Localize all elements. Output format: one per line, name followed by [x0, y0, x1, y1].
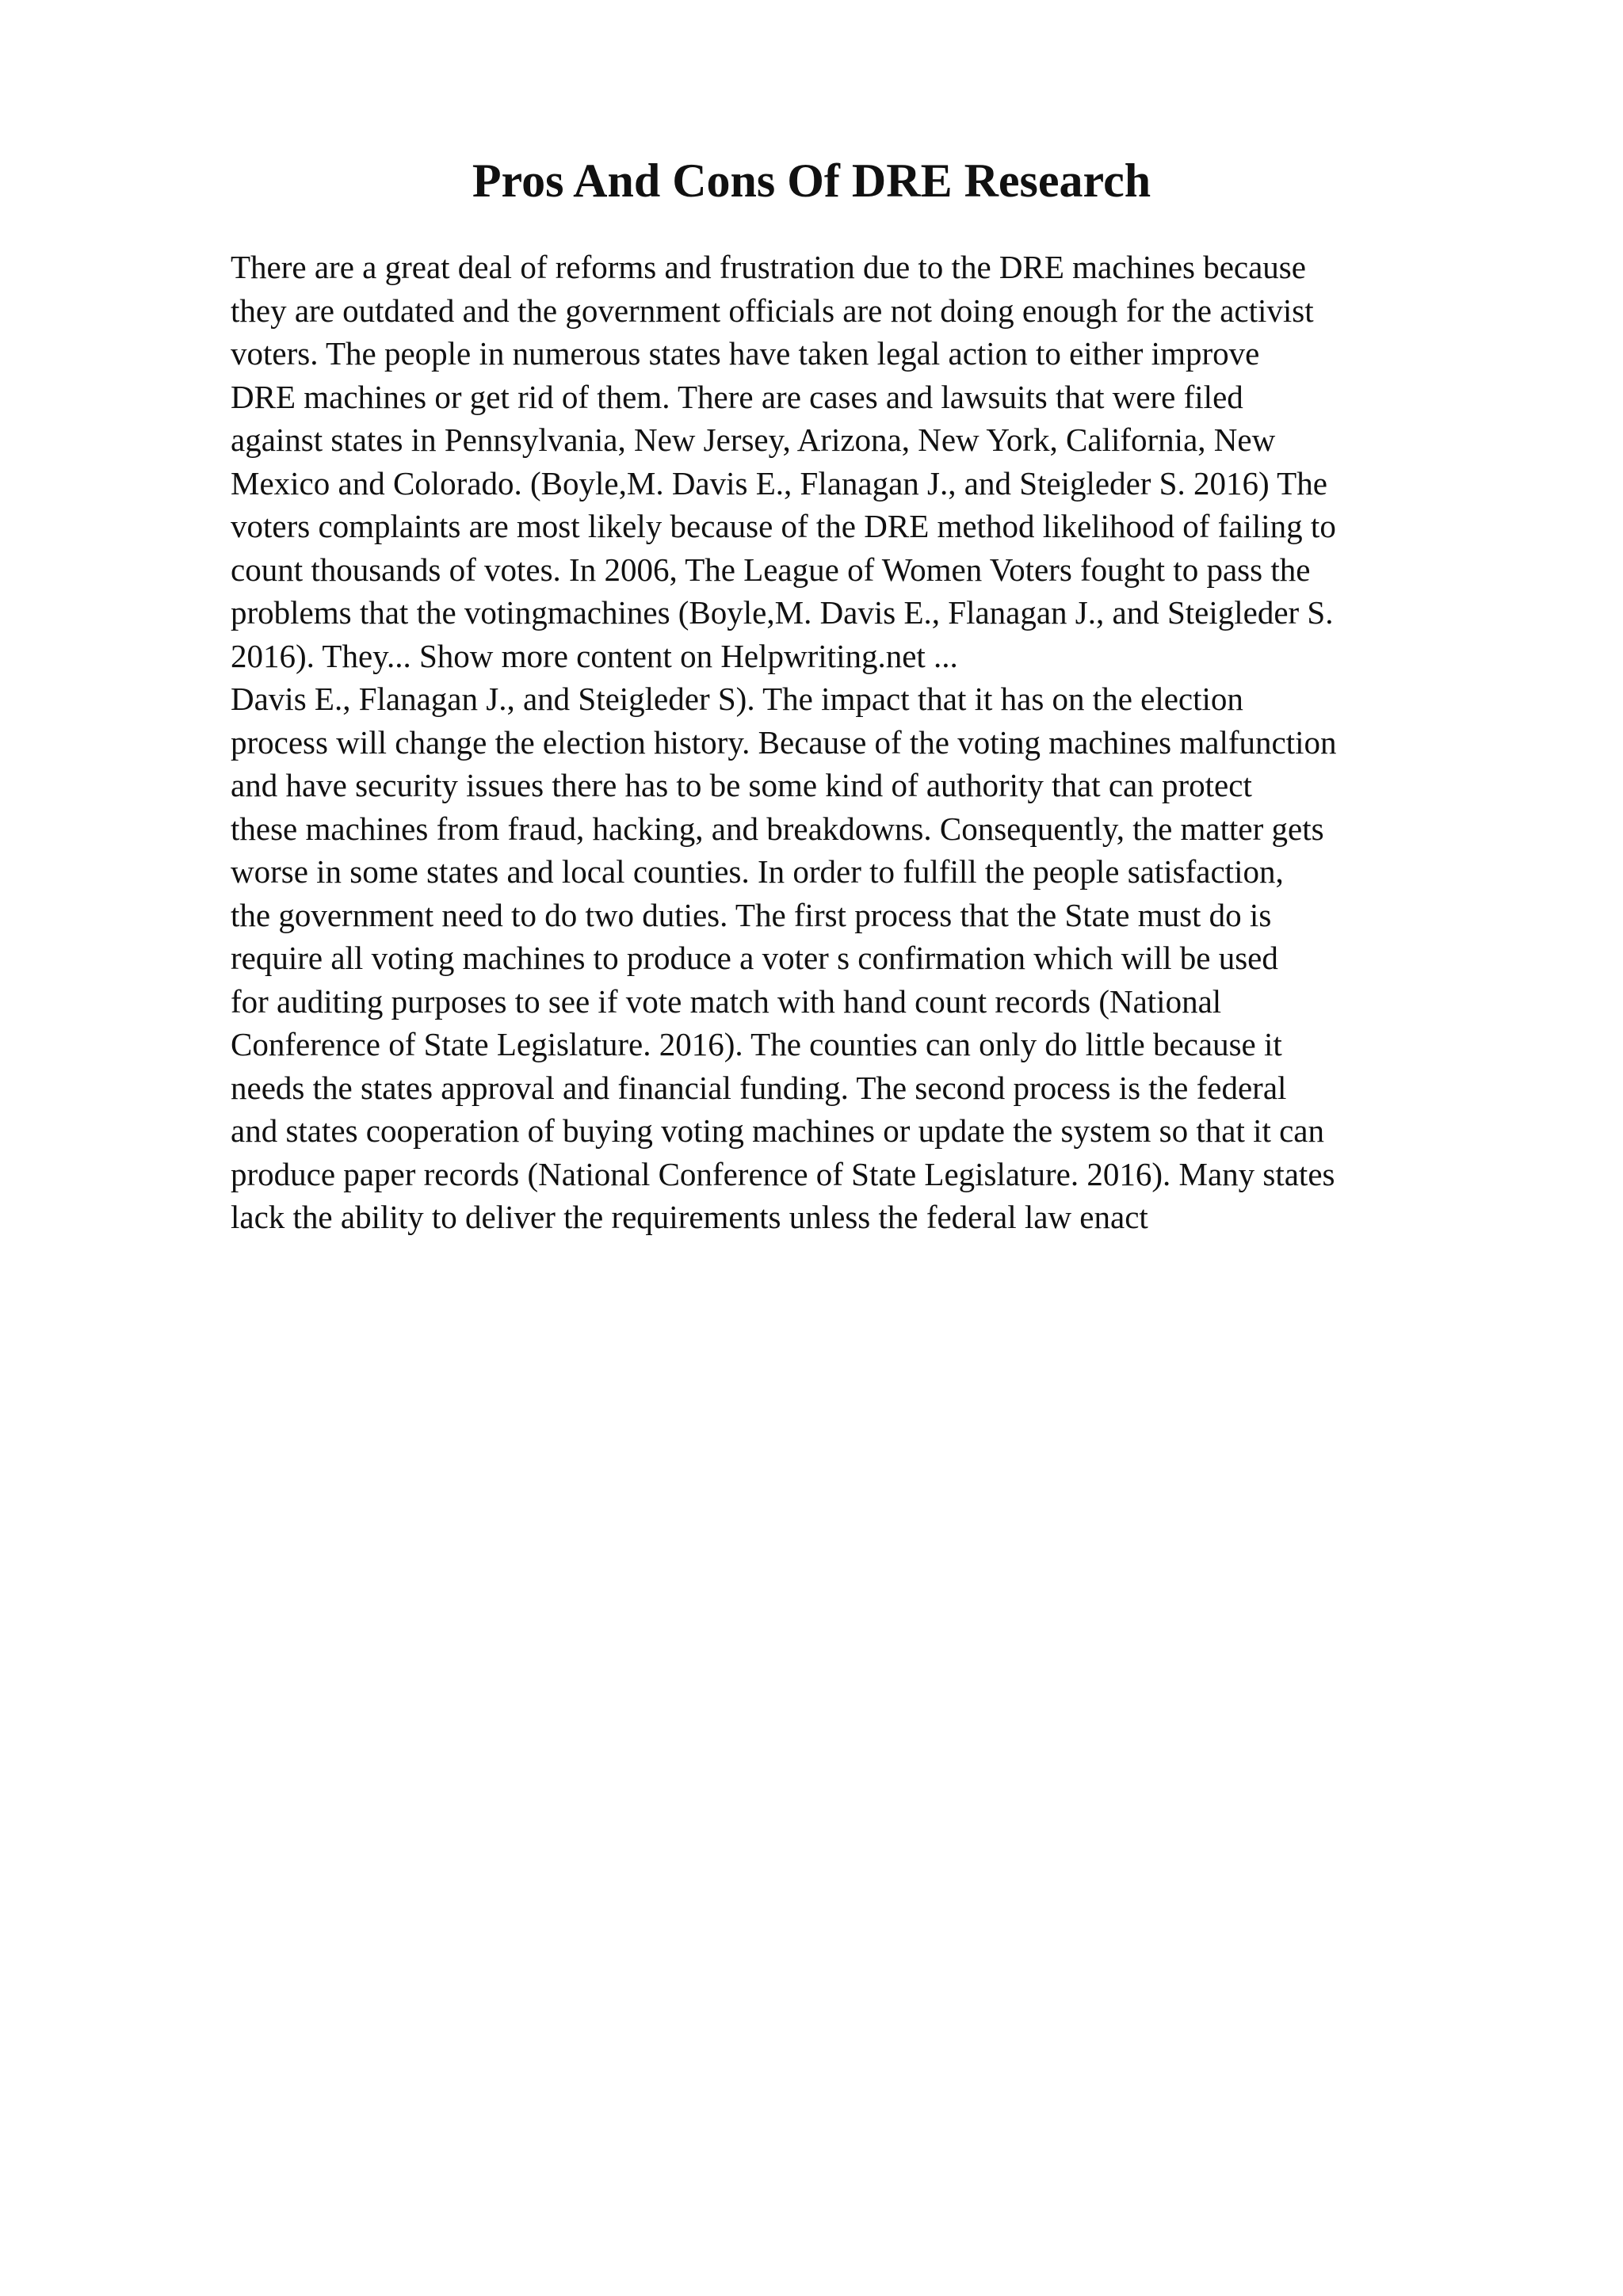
body-line: they are outdated and the government officials are not doing enough for the activist: [231, 292, 1314, 329]
body-line: 2016). They... Show more content on Helpwriting.net ...: [231, 637, 958, 674]
body-line: problems that the votingmachines (Boyle,M. Davis E., Flanagan J., and Steigleder S.: [231, 594, 1334, 631]
body-line: and have security issues there has to be some kind of authority that can protect: [231, 767, 1252, 803]
body-line: against states in Pennsylvania, New Jersey, Arizona, New York, California, New: [231, 421, 1276, 458]
body-line: and states cooperation of buying voting machines or update the system so that it can: [231, 1112, 1325, 1149]
body-line: these machines from fraud, hacking, and breakdowns. Consequently, the matter gets: [231, 810, 1324, 847]
document-title: Pros And Cons Of DRE Research: [472, 154, 1151, 207]
body-line: require all voting machines to produce a voter s confirmation which will be used: [231, 940, 1278, 976]
body-line: for auditing purposes to see if vote match with hand count records (National: [231, 982, 1222, 1020]
body-line: the government need to do two duties. The first process that the State must do is: [231, 896, 1272, 933]
body-line: voters. The people in numerous states have taken legal action to either improve: [231, 335, 1260, 372]
body-line: produce paper records (National Conference of State Legislature. 2016). Many states: [231, 1155, 1335, 1192]
document-body: [231, 246, 1499, 1239]
body-line: voters complaints are most likely because of the DRE method likelihood of failing to: [231, 508, 1336, 544]
body-line: DRE machines or get rid of them. There are cases and lawsuits that were filed: [231, 378, 1243, 415]
body-line: Mexico and Colorado. (Boyle,M. Davis E., Flanagan J., and Steigleder S. 2016) The: [231, 464, 1327, 502]
body-line: needs the states approval and financial funding. The second process is the federal: [231, 1069, 1287, 1106]
body-line: Davis E., Flanagan J., and Steigleder S). The impact that it has on the election: [231, 681, 1243, 717]
body-line: count thousands of votes. In 2006, The League of Women Voters fought to pass the: [231, 551, 1311, 588]
body-line: There are a great deal of reforms and frustration due to the DRE machines because: [231, 249, 1306, 285]
body-line: Conference of State Legislature. 2016). The counties can only do little because it: [231, 1026, 1282, 1062]
body-line: process will change the election history. Because of the voting machines malfunction: [231, 723, 1337, 761]
body-line: worse in some states and local counties. In order to fulfill the people satisfaction,: [231, 853, 1284, 890]
body-line: lack the ability to deliver the requirements unless the federal law enact: [231, 1199, 1148, 1235]
